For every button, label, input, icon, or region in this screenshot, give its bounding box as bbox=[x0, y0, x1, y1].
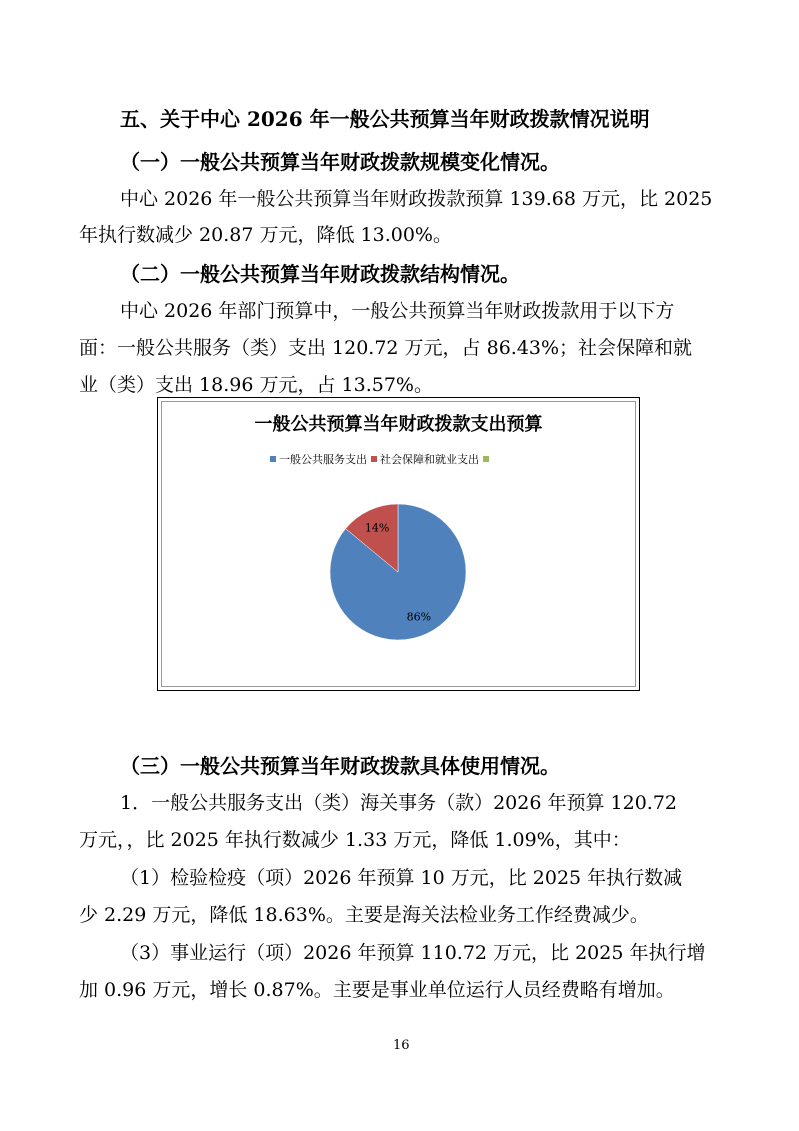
paragraph-line: 1．一般公共服务支出（类）海关事务（款）2026 年预算 120.72 bbox=[120, 792, 678, 814]
paragraph-line: 万元，，比 2025 年执行数减少 1.33 万元，降低 1.09%，其中： bbox=[79, 829, 631, 851]
pie-svg bbox=[158, 398, 638, 689]
page-number: 16 bbox=[393, 1038, 410, 1053]
paragraph-line: 中心 2026 年一般公共预算当年财政拨款预算 139.68 万元，比 2025 bbox=[120, 188, 713, 210]
pie-chart bbox=[157, 397, 640, 691]
subsection-1-title: （一）一般公共预算当年财政拨款规模变化情况。 bbox=[120, 150, 560, 174]
legend-label: 社会保障和就业支出 bbox=[380, 453, 479, 466]
section-title: 五、关于中心 2026 年一般公共预算当年财政拨款情况说明 bbox=[120, 107, 650, 131]
paragraph-line: 中心 2026 年部门预算中，一般公共预算当年财政拨款用于以下方 bbox=[120, 300, 675, 322]
paragraph-line: 少 2.29 万元，降低 18.63%。主要是海关法检业务工作经费减少。 bbox=[79, 904, 649, 926]
legend-label: 一般公共服务支出 bbox=[279, 453, 367, 466]
paragraph-line: 年执行数减少 20.87 万元，降低 13.00%。 bbox=[79, 224, 452, 246]
pie-data-label: 14% bbox=[364, 521, 390, 535]
subsection-2-title: （二）一般公共预算当年财政拨款结构情况。 bbox=[120, 262, 520, 286]
pie-data-label: 86% bbox=[406, 610, 432, 624]
paragraph-line: 业（类）支出 18.96 万元，占 13.57%。 bbox=[79, 374, 433, 396]
paragraph-line: 加 0.96 万元，增长 0.87%。主要是事业单位运行人员经费略有增加。 bbox=[79, 979, 675, 1001]
paragraph-line: （3）事业运行（项）2026 年预算 110.72 万元，比 2025 年执行增 bbox=[120, 942, 706, 964]
subsection-3-title: （三）一般公共预算当年财政拨款具体使用情况。 bbox=[120, 754, 560, 778]
paragraph-line: （1）检验检疫（项）2026 年预算 10 万元，比 2025 年执行数减 bbox=[120, 867, 683, 889]
chart-title: 一般公共预算当年财政拨款支出预算 bbox=[254, 414, 543, 435]
paragraph-line: 面：一般公共服务（类）支出 120.72 万元，占 86.43%；社会保障和就 bbox=[79, 337, 693, 359]
